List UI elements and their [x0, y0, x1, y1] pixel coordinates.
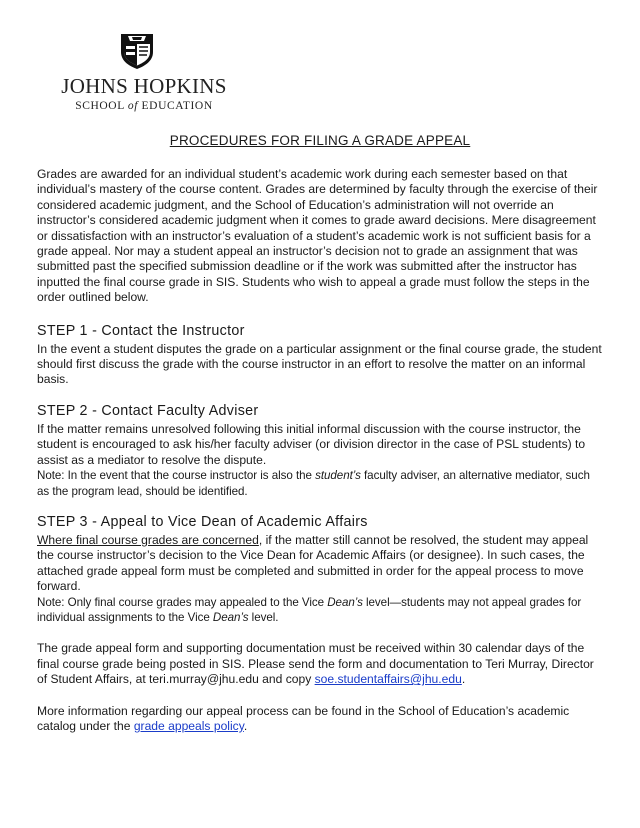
step2-heading: STEP 2 - Contact Faculty Adviser [37, 402, 259, 419]
intro-paragraph: Grades are awarded for an individual student’s academic work during each semester based on that individual’s mastery of the course content. Grades are determined by faculty through the exercise of their considered academic judgment, and the School of Education’s administration will not override an instructor’s considered academic judgment when it comes to grade award decisions. Mere disagreement or dissatisfaction with an instructor’s evaluation of a student’s academic work is not sufficient basis for a grade appeal. Nor may a student appeal an instructor’s decision not to grade an assignment that was submitted past the specified submission deadline or if the work was submitted after the instructor has inputted the final course grade in SIS. Students who wish to appeal a grade must follow the steps in the order outlined below. [37, 167, 598, 305]
jhu-logo [54, 30, 234, 114]
logo-school: SCHOOL of EDUCATION [75, 100, 213, 112]
step2-note: Note: In the event that the course instructor is also the student’s faculty adviser, an alternative mediator, such as the program lead, should be identified. [37, 469, 590, 498]
student-affairs-email-link[interactable]: soe.studentaffairs@jhu.edu [314, 672, 462, 687]
step3-body: Where final course grades are concerned, if the matter still cannot be resolved, the student may appeal the course instructor’s decision to the Vice Dean for Academic Affairs (or designee). In such cases, the attached grade appeal form must be completed and submitted in order for the appeal process to move forward. [37, 532, 589, 594]
deadline-paragraph: The grade appeal form and supporting documentation must be received within 30 calendar days of the final course grade being posted in SIS. Please send the form and documentation to Teri Murray, Director of Student Affairs, at teri.murray@jhu.edu and copy soe.studentaffairs@jhu.edu. [37, 641, 594, 687]
page-title: PROCEDURES FOR FILING A GRADE APPEAL [169, 133, 471, 148]
step1-body: In the event a student disputes the grade on a particular assignment or the final course grade, the student should first discuss the grade with the course instructor in an effort to resolve the matter on an informal basis. [37, 341, 602, 387]
logo-wordmark: JOHNS HOPKINS [61, 74, 227, 98]
more-info-paragraph: More information regarding our appeal process can be found in the School of Education’s academic catalog under the grade appeals policy. [37, 703, 570, 733]
step3-heading: STEP 3 - Appeal to Vice Dean of Academic Affairs [37, 513, 368, 530]
jhu-shield-icon [120, 30, 154, 70]
step1-heading: STEP 1 - Contact the Instructor [37, 322, 245, 339]
step3-note: Note: Only final course grades may appealed to the Vice Dean’s level—students may not appeal grades for individual assignments to the Vice Dean’s level. [37, 595, 582, 624]
grade-appeals-policy-link[interactable]: grade appeals policy [133, 718, 244, 733]
step2-body: If the matter remains unresolved following this initial informal discussion with the course instructor, the student is encouraged to ask his/her faculty adviser (or division director in the case of PSL students) to assist as a mediator to resolve the dispute. [37, 421, 586, 467]
document-body [37, 167, 605, 734]
